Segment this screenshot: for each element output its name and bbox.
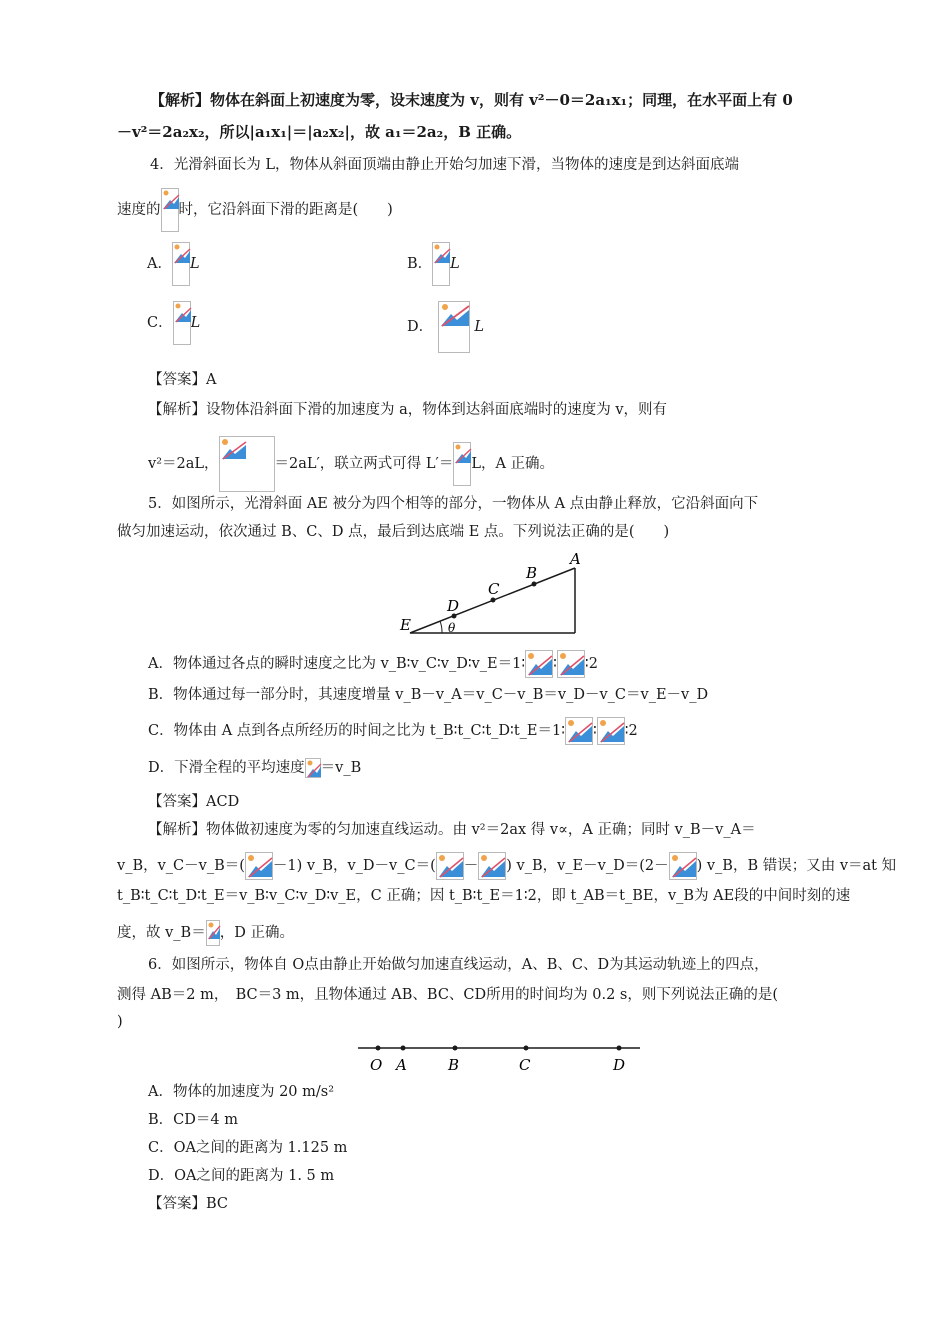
q5-option-c: C．物体由 A 点到各点所经历的时间之比为 t_B∶t_C∶t_D∶t_E＝1∶ ∶ ∶2 — [148, 717, 638, 745]
broken-image-icon — [525, 650, 553, 678]
q4-option-a: A． L — [147, 242, 200, 286]
q5-stem-line-2: 做匀加速运动，依次通过 B、C、D 点，最后到达底端 E 点。下列说法正确的是( ) — [117, 524, 670, 540]
q4-analysis-line-2: v²＝2aL， ＝2aL′，联立两式可得 L′＝ L，A 正确。 — [148, 436, 554, 492]
broken-image-icon — [206, 920, 220, 946]
q4-answer: 【答案】A — [148, 372, 217, 388]
broken-image-icon — [557, 650, 585, 678]
broken-image-icon — [478, 852, 506, 880]
q5-option-a: A．物体通过各点的瞬时速度之比为 v_B∶v_C∶v_D∶v_E＝1∶ ∶ ∶2 — [148, 650, 598, 678]
broken-image-icon — [436, 852, 464, 880]
q6-stem-line-1: 6．如图所示，物体自 O点由静止开始做匀加速直线运动，A、B、C、D为其运动轨迹上的四点， — [148, 957, 769, 973]
q5-analysis-line-2: v_B，v_C－v_B＝( －1) v_B，v_D－v_C＝( － ) v_B，v_E－v_D＝(2－ ) v_B，B 错误；又由 v＝at 知 — [117, 852, 896, 880]
q6-stem-line-2: 测得 AB＝2 m， BC＝3 m，且物体通过 AB、BC、CD所用的时间均为 0.2 s，则下列说法正确的是( — [117, 987, 779, 1003]
q6-option-a: A．物体的加速度为 20 m/s² — [148, 1084, 335, 1100]
label-b: B — [448, 1056, 460, 1074]
q4-stem-line-1: 4．光滑斜面长为 L，物体从斜面顶端由静止开始匀加速下滑，当物体的速度是到达斜面底端 — [150, 157, 739, 173]
broken-image-icon — [669, 852, 697, 880]
broken-image-icon — [305, 758, 321, 778]
incline-diagram — [398, 548, 588, 640]
label-b: B — [526, 564, 538, 582]
q4-option-c: C． L — [147, 301, 200, 345]
label-e: E — [400, 616, 411, 634]
q6-stem-line-3: ) — [117, 1014, 123, 1030]
label-a: A — [396, 1056, 407, 1074]
q6-option-c: C．OA之间的距离为 1.125 m — [148, 1140, 348, 1156]
broken-image-icon — [245, 852, 273, 880]
q4-stem-suffix: 时，它沿斜面下滑的距离是( ) — [178, 202, 393, 218]
broken-image-icon — [173, 301, 191, 345]
label-theta: θ — [448, 621, 456, 635]
point-d — [617, 1046, 622, 1051]
label-d: D — [447, 597, 460, 615]
q5-option-d: D．下滑全程的平均速度 ＝v_B — [148, 760, 362, 776]
broken-image-icon — [219, 436, 275, 492]
q5-option-b: B．物体通过每一部分时，其速度增量 v_B－v_A＝v_C－v_B＝v_D－v_C＝v_E－v_D — [148, 687, 709, 703]
q4-option-b: B． L — [407, 242, 460, 286]
label-c: C — [488, 580, 500, 598]
broken-image-icon — [438, 301, 470, 353]
point-o — [376, 1046, 381, 1051]
label-c: C — [519, 1056, 531, 1074]
broken-image-icon — [565, 717, 593, 745]
q5-analysis-line-4: 度，故 v_B＝ ，D 正确。 — [117, 920, 294, 946]
analysis-line-1: 【解析】物体在斜面上初速度为零，设末速度为 v，则有 v²－0＝2a₁x₁；同理，在水平面上有 0 — [150, 91, 793, 109]
label-d: D — [613, 1056, 626, 1074]
q4-option-d: D． L — [407, 301, 484, 353]
q5-answer: 【答案】ACD — [148, 794, 240, 810]
angle-arc — [440, 621, 442, 633]
q5-analysis-line-1: 【解析】物体做初速度为零的匀加速直线运动。由 v²＝2ax 得 v∝，A 正确；同时 v_B－v_A＝ — [148, 822, 756, 838]
q5-stem-line-1: 5．如图所示，光滑斜面 AE 被分为四个相等的部分，一物体从 A 点由静止释放，它沿斜面向下 — [148, 496, 759, 512]
q6-answer: 【答案】BC — [148, 1196, 229, 1212]
point-a — [401, 1046, 406, 1051]
q4-stem-prefix: 速度的 — [117, 202, 161, 218]
label-o: O — [370, 1056, 383, 1074]
motion-line-diagram — [356, 1040, 646, 1080]
point-b — [453, 1046, 458, 1051]
q5-analysis-line-3: t_B∶t_C∶t_D∶t_E＝v_B∶v_C∶v_D∶v_E，C 正确；因 t_B∶t_E＝1∶2，即 t_AB＝t_BE，v_B为 AE段的中间时刻的速 — [117, 888, 851, 904]
broken-image-icon — [432, 242, 450, 286]
q4-analysis-line-1: 【解析】设物体沿斜面下滑的加速度为 a，物体到达斜面底端时的速度为 v，则有 — [148, 402, 668, 418]
point-b — [532, 582, 537, 587]
point-c — [491, 598, 496, 603]
broken-image-icon — [161, 188, 179, 232]
point-c — [524, 1046, 529, 1051]
broken-image-icon — [597, 717, 625, 745]
q4-stem-line-2 — [117, 188, 393, 232]
analysis-line-2: －v²＝2a₂x₂，所以|a₁x₁|＝|a₂x₂|，故 a₁＝2a₂，B 正确。 — [117, 123, 522, 141]
broken-image-icon — [453, 442, 471, 486]
label-a: A — [570, 550, 581, 568]
broken-image-icon — [172, 242, 190, 286]
q6-option-d: D．OA之间的距离为 1. 5 m — [148, 1168, 335, 1184]
q6-option-b: B．CD＝4 m — [148, 1112, 238, 1128]
